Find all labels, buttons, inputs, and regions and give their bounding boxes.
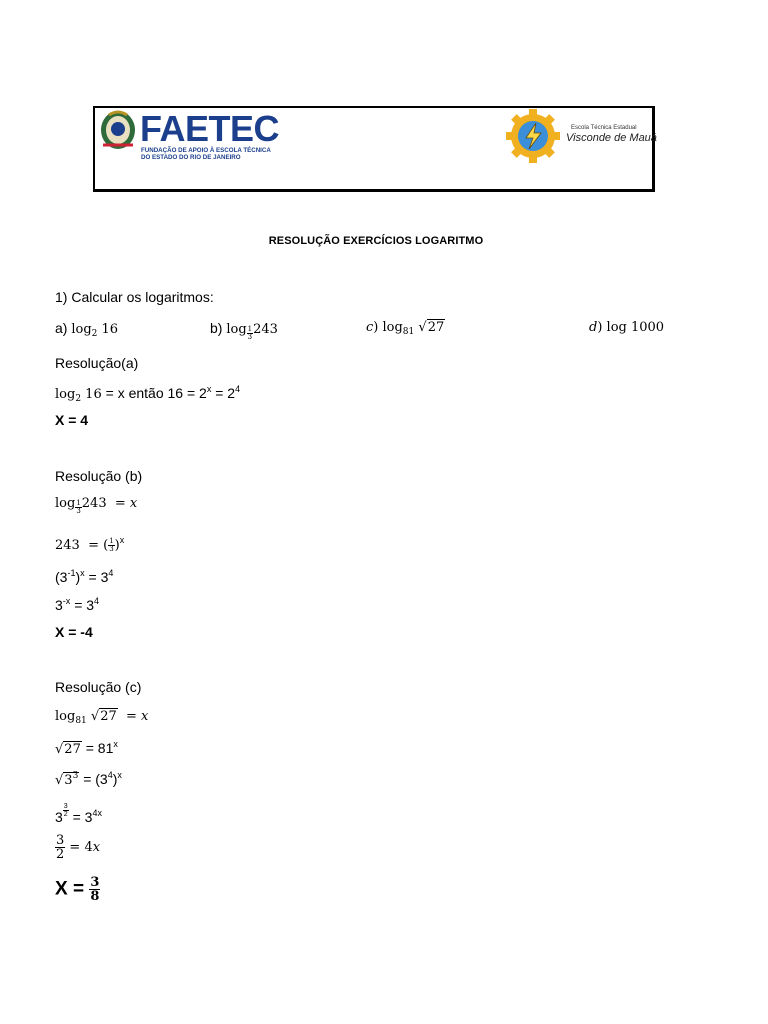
resolution-c-line5: $\frac{3}{2}$ = 4x: [56, 833, 101, 862]
item-b: b) log $\frac{1}{3}$ 243: [210, 320, 278, 341]
resolution-c-line1: $\log_{81} √27 = x$: [55, 709, 149, 726]
faetec-logo-text: FAETEC: [140, 108, 280, 149]
resolution-c-line4: 3 $\frac{3}{2}$ = $3^{4x}$: [55, 803, 102, 825]
resolution-c-heading: Resolução (c): [55, 679, 142, 695]
faetec-logo-subtitle: FUNDAÇÃO DE APOIO À ESCOLA TÉCNICA DO ESTADO DO RIO DE JANEIRO: [141, 147, 271, 161]
resolution-b-heading: Resolução (b): [55, 468, 143, 484]
item-a: a) $\log_2 16$: [55, 320, 119, 339]
school-name-label: Visconde de Mauá: [566, 132, 657, 144]
resolution-a-line1: $\log_2 16 = x$ então $16 = 2^x = 2^4$: [55, 384, 241, 404]
resolution-b-line2: 243 = ( $\frac{1}{3}$ )$^x$: [55, 535, 125, 553]
question-text: 1) Calcular os logaritmos:: [55, 289, 214, 305]
resolution-c-answer: X = $\frac{3}{8}$: [55, 875, 100, 904]
school-type-label: Escola Técnica Estadual: [571, 125, 637, 131]
resolution-b-line4: $3^{-x} = 3^4$: [55, 596, 100, 613]
resolution-c-line2: $√27 = 81^x$: [55, 739, 118, 757]
resolution-b-line1: log $\frac{1}{3}$ 243 = x: [55, 496, 138, 515]
resolution-c-line3: $√3^3 = (3^4)^x$: [55, 770, 122, 788]
resolution-b-answer: X = -4: [55, 624, 93, 640]
item-c: c) $\log_{81} √27$: [366, 320, 445, 337]
item-d: d) log 1000: [589, 320, 665, 335]
page-title: RESOLUÇÃO EXERCÍCIOS LOGARITMO: [268, 235, 484, 247]
state-emblem-icon: [99, 109, 137, 151]
resolution-a-heading: Resolução(a): [55, 355, 139, 371]
resolution-b-line3: $(3^{-1})^x = 3^4$: [55, 568, 114, 585]
resolution-a-answer: X = 4: [55, 412, 89, 428]
gear-lightning-icon: [505, 109, 561, 163]
